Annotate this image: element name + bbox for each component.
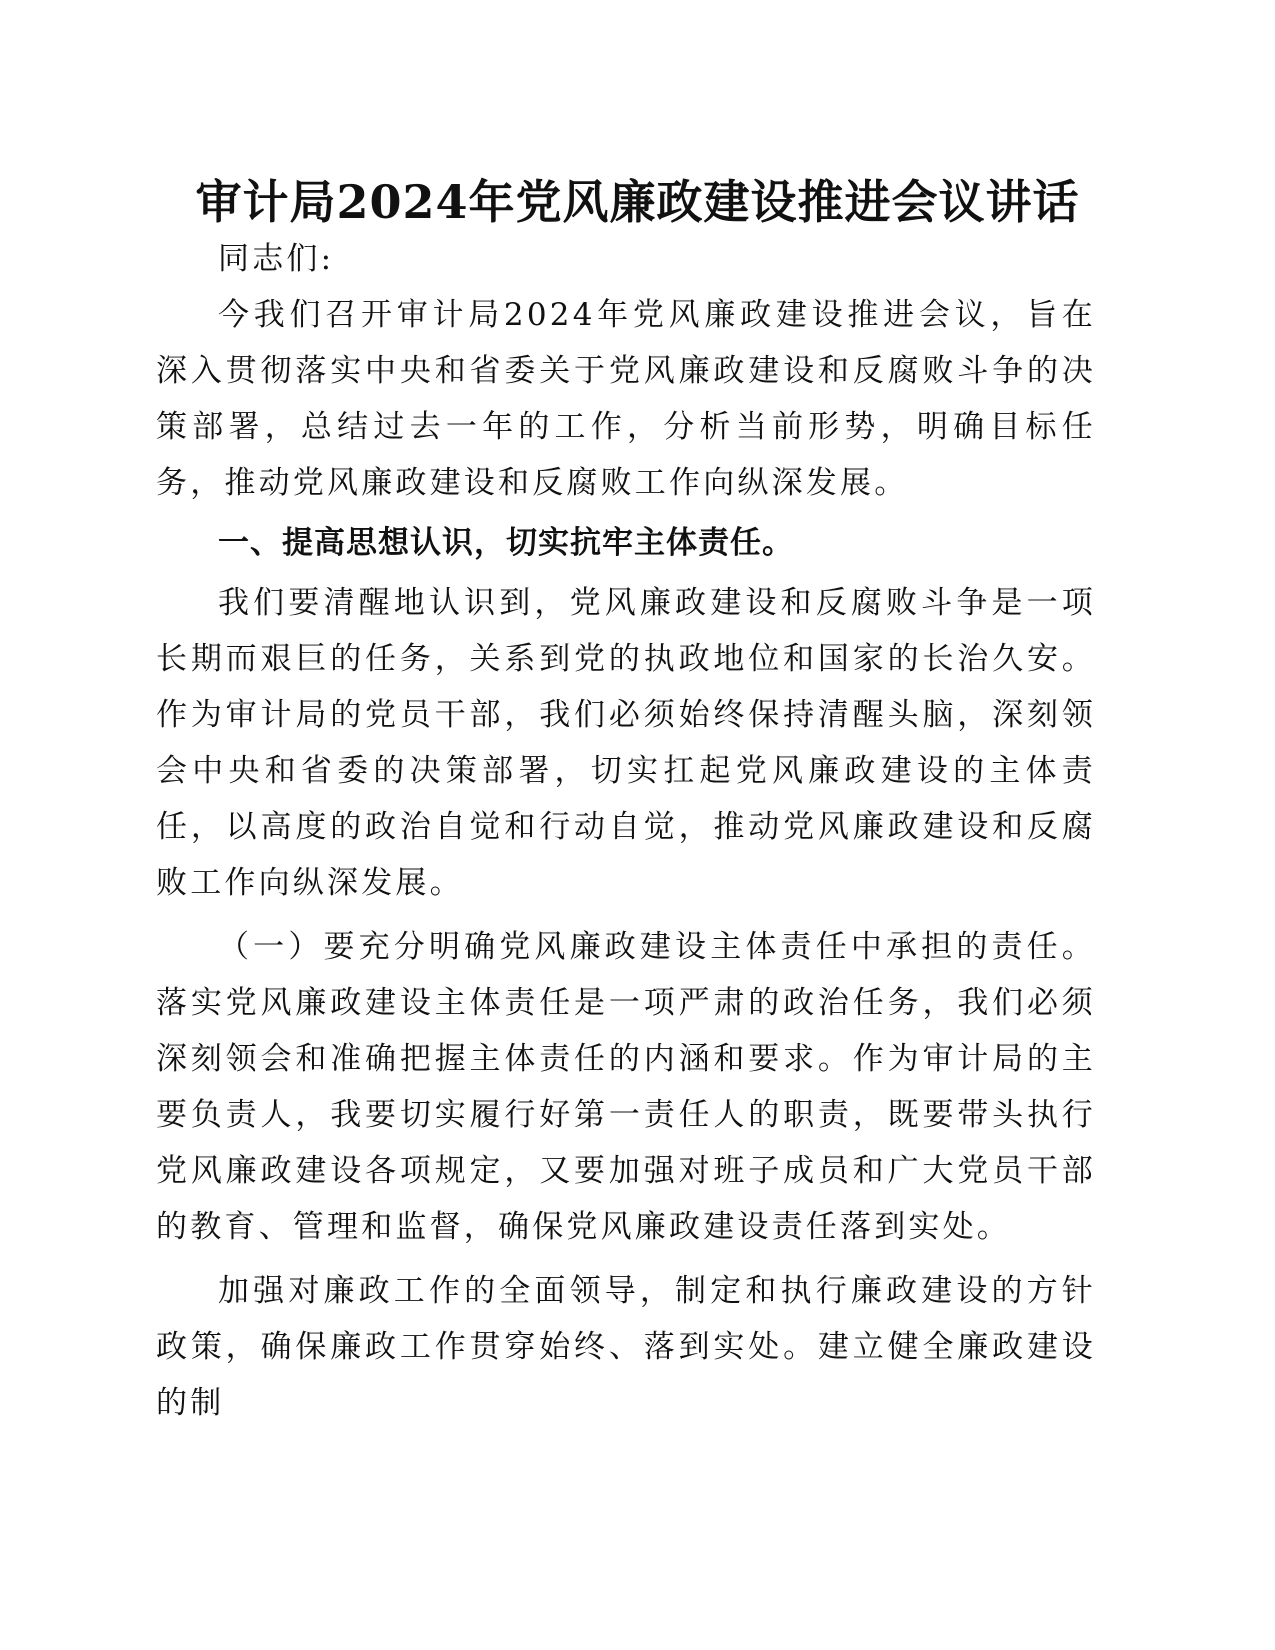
paragraph-leadership: 加强对廉政工作的全面领导，制定和执行廉政建设的方针政策，确保廉政工作贯穿始终、落到实处。建立健全廉政建设的制 xyxy=(156,1273,1096,1421)
document-title: 审计局2024年党风廉政建设推进会议讲话 xyxy=(195,175,1080,229)
paragraph-intro: 今我们召开审计局2024年党风廉政建设推进会议，旨在深入贯彻落实中央和省委关于党风廉政建设和反腐败斗争的决策部署，总结过去一年的工作，分析当前形势，明确目标任务，推动党风廉政建设和反腐败工作向纵深发展。 xyxy=(156,297,1096,501)
paragraph-awareness: 我们要清醒地认识到，党风廉政建设和反腐败斗争是一项长期而艰巨的任务，关系到党的执政地位和国家的长治久安。作为审计局的党员干部，我们必须始终保持清醒头脑，深刻领会中央和省委的决策部署，切实扛起党风廉政建设的主体责任，以高度的政治自觉和行动自觉，推动党风廉政建设和反腐败工作向纵深发展。 xyxy=(156,585,1096,901)
section-heading-1: 一、提高思想认识，切实抗牢主体责任。 xyxy=(218,525,794,561)
paragraph-subsection-1: （一）要充分明确党风廉政建设主体责任中承担的责任。落实党风廉政建设主体责任是一项严肃的政治任务，我们必须深刻领会和准确把握主体责任的内涵和要求。作为审计局的主要负责人，我要切实履行好第一责任人的职责，既要带头执行党风廉政建设各项规定，又要加强对班子成员和广大党员干部的教育、管理和监督，确保党风廉政建设责任落到实处。 xyxy=(156,929,1096,1245)
salutation: 同志们: xyxy=(218,241,335,277)
document-body xyxy=(156,231,1096,1431)
